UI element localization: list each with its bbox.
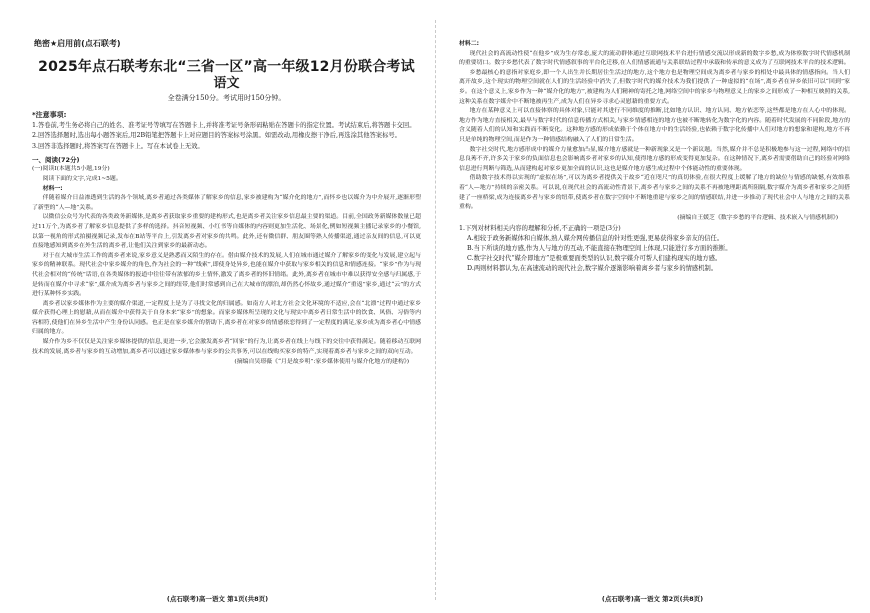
paragraph: 乡愁最核心的意指对家庭乡,即一个人出生并长期居住生活过的地方,这个地方也是物理空间成为离乡者与家乡的相处中最具体的情感指向。当人们离开故乡,这个现实的物理空间就在人们的生活经验中消失了,但数字时代的媒介技术为我们提供了一种虚拟的“在场”,离乡者在异乡依旧可以“回到”家乡。在这个意义上,家乡作为一种“媒介化的地方”,被建构为人们精神的寄托之地,网络空间中的家乡与物理意义上的家乡之间形成了一种相互映照的关系,这种关系在数字媒介中不断地被再生产,成为人们在异乡寻求心灵慰藉的重要方式。 bbox=[459, 69, 850, 105]
paragraph: 借助数字技术得以实现的“虚拟在场”,可以为离乡者提供关于故乡“近在咫尺”的真切体验,在很大程度上缓解了地方的缺位与情感的缺憾,有效维系着“人—地方”持续的亲密关系。可以说,在现代社会的高流动性背景下,离乡者与家乡之间的关系不再被地理距离所阻隔,数字媒介为离乡者和家乡之间搭建了一座桥梁,成为连接离乡者与家乡的纽带,使离乡者在数字空间中不断地重建与家乡之间的情感联结,并进一步推动了现代社会中人与地方之间的关系重构。 bbox=[459, 175, 850, 211]
paragraph: 对于在大城市生活工作的离乡者来说,家乡意义是熟悉而又陌生的存在。借由媒介技术的发展,人们在城市通过媒介了解家乡的变化与发展,建立起与家乡的精神联系。现代社会中家乡媒介的角色,作为社会的一种“线索”,即使身处异乡,也能在媒介中获取与家乡相关的信息和情感连接。“家乡”作为与现代社会相对的“传统”话语,在各类媒体的报道中往往带有浓郁的乡土情怀,激发了离乡者的怀旧情绪。此外,离乡者在城市中难以获得安全感与归属感,于是转而在媒介中寻求“家”,媒介成为离乡者与家乡之间的纽带,他们时常感到自己在大城市的漂泊,却仍然心怀故乡,通过媒介“重返”家乡,通过“云”的方式进行某种怀乡实践。 bbox=[32, 252, 421, 298]
page-footer: (点石联考)高一语文 第1页(共8页) bbox=[166, 595, 269, 603]
source-citation: (摘编自王媛芝《数字乡愁的平台逻辑、技术嵌入与情感机制》) bbox=[677, 214, 838, 221]
source-citation: (摘编自吴璟薇《“月是故乡明”:家乡媒体使用与媒介化地方的建构》) bbox=[234, 359, 409, 366]
confidential-label: 绝密★启用前(点石联考) bbox=[34, 39, 121, 48]
question-option: D.两则材料都认为,在高速流动的现代社会,数字媒介逐渐影响着离乡者与家乡的情感机制。 bbox=[467, 265, 718, 273]
material-label: 材料一: bbox=[42, 185, 63, 192]
score-info: 全卷满分150分。考试用时150分钟。 bbox=[167, 94, 286, 102]
question-option: A.相较于政务新媒体和自媒体,熟人媒介网传播信息的针对性更强,更易获得家乡亲友的信任。 bbox=[467, 234, 724, 242]
paragraph: 以微信公众号为代表的各类政务新媒体,是离乡者获取家乡重要的建构形式,也是离乡者关注家乡信息最主要的渠道。目前,全国政务新媒体数量已超过11万个,为离乡者了解家乡信息提供了多样的选择。抖音短视频、小红书等自媒体的内容则更加生活化、场景化,例如短视频主播记录家乡的小餐馆,以第一视角的形式拍摄视频记录,发布在B站等平台上,引发离乡者对家乡的共鸣。此外,还有微信群、朋友圈等熟人传播渠道,通过亲友间的信息,可以更直接地感知到离乡在外生活的离乡者,让他们关注到家乡的最新动态。 bbox=[32, 214, 421, 250]
page-right bbox=[435, 0, 870, 613]
paragraph: 媒介作为乡不仅仅是关注家乡媒体提供的信息,更进一步,它会激发离乡者“回家”的行为,让离乡者在线上与线下的交往中获得满足。随着移动互联网技术的发展,离乡者与家乡的互动增加,离乡者可以通过家乡媒体参与家乡的公共事务,可以在线购买家乡的特产,实现着离乡者与家乡之间的双向互动。 bbox=[32, 339, 421, 355]
notice-item: 2.回答选择题时,选出每小题答案后,用2B铅笔把答题卡上对应题目的答案标号涂黑。如需改动,用橡皮擦干净后,再选涂其他答案标号。 bbox=[32, 132, 401, 140]
page-footer: (点石联考)高一语文 第2页(共8页) bbox=[601, 595, 704, 603]
question-option: B.当下所谈的地方感,作为人与地方的互动,不能直接在物理空间上体现,只能进行多方面的推断。 bbox=[467, 244, 732, 252]
notice-item: 3.回答非选择题时,将答案写在答题卡上。写在本试卷上无效。 bbox=[32, 142, 204, 150]
paragraph: 数字社交时代,地方感形成中的媒介力量愈加凸显,媒介地方感就是一种新现象又是一个新议题。当然,媒介并不总是积极地参与这一过程,网络中的信息良莠不齐,许多关于家乡的负面信息也会影响离乡者对家乡的认知,使得地方感的形成变得更加复杂。在这种情况下,离乡者需要借助自己的经验对网络信息进行判断与筛选,从而建构起对家乡更加全面的认识,这也是媒介地方感生成过程中个体能动性的重要体现。 bbox=[459, 146, 850, 172]
notice-item: 1.答卷前,考生务必将自己的姓名、准考证号等填写在答题卡上,并将准考证号条形码粘贴在答题卡的指定位置。考试结束后,将答题卡交回。 bbox=[32, 122, 416, 129]
question-option: C.数字社交时代“媒介即地方”是极重要面类型的认识,数字媒介可帮人们建构现实的地方感。 bbox=[467, 255, 722, 263]
notice-heading: *注意事项: bbox=[32, 111, 67, 119]
question-stem: 1.下列对材料相关内容的理解和分析,不正确的一项是(3分) bbox=[459, 224, 621, 232]
subsection-heading: (一)阅读Ⅰ(本题共5小题,19分) bbox=[32, 166, 110, 173]
section-heading: 一、阅读(72分) bbox=[32, 155, 80, 164]
paragraph: 现代社会的高流动性使“在他乡”成为生存常态,庞大的流动群体通过互联网技术平台进行情感交流以形成新的数字乡愁,成为体察数字时代情感机制的重要切口。数字乡愁代表了数字时代情感叙事的平台化迁移,在人们情感流通与关系联结过程中承载和传承的意义成为了互联网技术平台的技术逻辑。 bbox=[459, 50, 850, 67]
material-label: 材料二: bbox=[459, 41, 480, 47]
exam-title: 2025年点石联考东北“三省一区”高一年级12月份联合考试 bbox=[38, 59, 415, 75]
subject-title: 语文 bbox=[213, 76, 240, 91]
instruction: 阅读下面的文字,完成1~5题。 bbox=[42, 175, 122, 182]
paragraph: 离乡者以家乡媒体作为主要的媒介渠道,一定程度上是为了寻找文化的归属感。如南方人对北方社会文化环境的不适应,会在“北漂”过程中通过家乡媒介获得心理上的慰藉,从而在媒介中获得关于自身本来“家乡”的想象。而家乡媒体所呈现的文化与现实中离乡者日常生活中的饮食、风俗、习俗等内容相符,使他们在异乡生活中产生身份认同感。也正是在家乡媒介的帮助下,离乡者在对家乡的情感依恋得到了一定程度的满足,家乡成为离乡者心中情感归属的地方。 bbox=[32, 300, 421, 336]
paragraph: 地方在某种意义上可以直接体察的具体对象,只能对其进行不同维度的推断,比如地方认识、地方认同、地方依恋等,这些都是地方在人心中的体现。地方作为地方直接相关,最早与数字时代的信息传播方式相关,与家乡情感相连的地方也被不断地转化为数字化的内容。随着时代发展的不同阶段,地方的含义随着人们的认知和实践而不断变化。这种地方感的形成依赖于个体在地方中的生活经验,也依赖于数字化传播中人们对地方的想象和建构,地方不再只是单纯的物理空间,而是作为一种情感结构融入了人们的日常生活。 bbox=[459, 108, 850, 143]
paragraph: 伴随着媒介日益渗透到生活的各个领域,离乡者通过各类媒体了解家乡的信息,家乡被建构为“媒介化的地方”,而怀乡也以媒介为中介展开,逐渐形塑了新型的“人—地”关系。 bbox=[32, 195, 421, 211]
